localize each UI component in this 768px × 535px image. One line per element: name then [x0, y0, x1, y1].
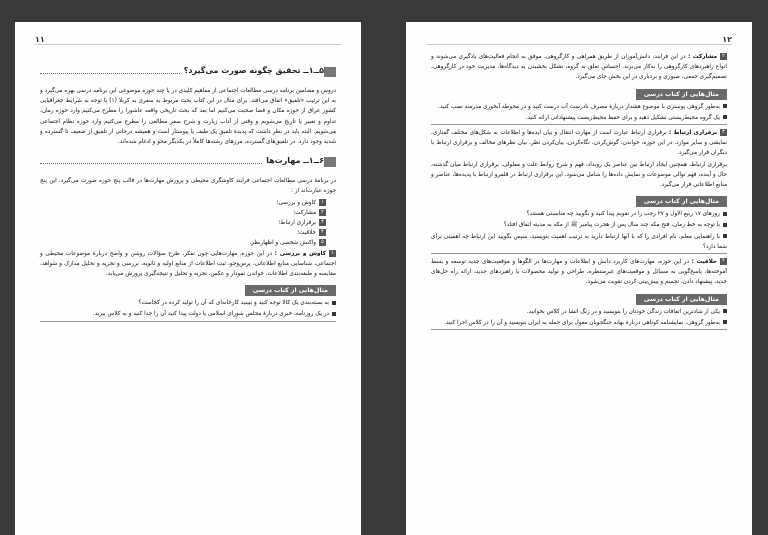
number-badge: ۱ [319, 199, 326, 206]
page-number: ۱۲ [722, 35, 732, 44]
bullet-icon [332, 312, 336, 316]
example-item: یکی از شادترین اتفاقات زندگی خودتان را بنویسید و در زنگ انشا در کلاس بخوانید. [431, 307, 727, 317]
section-title: ۵ــ۱ــ تحقیق چگونه صورت می‌گیرد؟ [180, 64, 324, 78]
left-page-body [40, 57, 336, 527]
number-badge: ۱ [329, 250, 336, 257]
example-item: با توجه به خط زمان، فتح مکه چند سال پس از هجرت پیامبر ﷺ از مکه به مدینه اتفاق افتاد؟ [431, 220, 727, 230]
examples-box [431, 307, 727, 330]
bullet-icon [723, 234, 727, 238]
example-item: به بسته‌بندی یک کالا توجه کنید و ببینید کارخانه‌ای که آن را تولید کرده در کجاست؟ [40, 298, 336, 308]
paragraph: برقراری ارتباط، همچنین ایجاد ارتباط بین عناصر یک رویداد، فهم و شرح روابط علت و معلولی، برقراری ارتباط میان گذشته، حال و آینده، فهم توالی موضوعات و نمایش داده‌ها را شامل می‌شود. این برقراری ارتباط در قلمرو ارتباط با پدیده‌ها، عناصر و منابع اطلاعاتی قرار می‌گیرد. [431, 161, 727, 189]
right-page [406, 22, 752, 535]
example-item: با راهنمایی معلم، نام افرادی را که با آنها ارتباط دارید به ترتیب اهمیت بنویسید، سپس بگویید این ارتباط چه اهمیتی برای شما دارد؟ [431, 233, 727, 250]
examples-heading: مثال‌هایی از کتاب درسی [636, 196, 727, 207]
examples-heading: مثال‌هایی از کتاب درسی [245, 285, 336, 296]
paragraph: در برنامهٔ درسی مطالعات اجتماعی فرایند کاوشگری محیطی و پرورش مهارت‌ها در قالب پنج حوزه صورت می‌گیرد. این پنج حوزه عبارت‌اند از : [40, 178, 336, 195]
number-badge: ۵ [319, 239, 326, 246]
example-item: روزهای ۱۷ ربیع الاول و ۲۷ رجب را در تقویم پیدا کنید و بگویید چه مناسبتی هستند؟ [431, 209, 727, 219]
left-page [15, 22, 361, 535]
bullet-icon [723, 223, 727, 227]
paragraph: دروس و مضامین برنامه درسی مطالعات اجتماعی از مفاهیم کلیدی در یا چند حوزه موضوعی این برنامه درسی بهره می‌گیرد و به این ترتیب «تلفیق» اتفاق می‌افتد. برای مثال در این کتاب بحث مربوط به سفری به کربلا (۱) با توجه به شرایط جغرافیایی کشور عراق از حوزه مکان و فضا صحبت می‌کنیم اما بعد که بحث تاریخی واقعه عاشورا را مطرح می‌کنیم وارد حوزه زمان، تداوم و تغییر یا تاریخ می‌شویم و وقتی از آداب زیارت و شرح سفر مطالعی را مطرح می‌کنیم وارد حوزه نظام اجتماعی می‌شویم. البته باید در نظر داشت که پدیدهٔ تلفیق یک طیف یا پیوستار است و همیشه درجاتی از تلفیق از ضعیف تا گسترده و شدید وجود دارد. در تلفیق‌های گسترده، مرزهای رشته‌ها کاملاً در یکدیگر محو و ادغام شده‌اند. [40, 88, 337, 146]
paragraph: ۲مشارکت : در این فرایند، دانش‌آموزان از طریق همراهی و کارگروهی، موفق به انجام فعالیت‌های یادگیری می‌شوند و انواع راهبردهای کارگروهی را به‌کار می‌برند. احساس تعلق به گروه، تشکل بخشیدن به دیدگاه‌ها، مدیریت خود در کارگروهی، تصمیم‌گیری جمعی، صبوری و بردباری در این بخش جای می‌گیرد. [431, 53, 727, 81]
example-item: در یک روزنامه، خبری دربارهٔ مجلس شورای اسلامی یا دولت پیدا کنید آن را جدا کنید و به کلاس ببرید. [40, 309, 336, 319]
number-badge: ۴ [319, 229, 326, 236]
examples-heading: مثال‌هایی از کتاب درسی [636, 89, 727, 100]
section-heading-research [40, 64, 336, 78]
paragraph: ۱کاوش و بررسی : در این حوزه، مهارت‌هایی چون تفکر، طرح سؤالات روشن و واضح دربارهٔ موضوعات محیطی و اجتماعی، شناسایی منابع اطلاعاتی، پرس‌وجو، ثبت اطلاعات از منابع اولیه و ثانویه، بررسی و تجزیه و تحلیل مدارک و شواهد، مقایسه و طبقه‌بندی اطلاعات، خواندن نمودار و عکس، تجزیه و تحلیل و نتیجه‌گیری پرورش می‌یابد. [40, 249, 336, 278]
examples-heading: مثال‌هایی از کتاب درسی [636, 294, 727, 305]
bullet-icon [332, 301, 336, 305]
bullet-icon [723, 115, 727, 119]
page-header [35, 35, 341, 45]
number-badge: ۳ [319, 219, 326, 226]
number-badge: ۴ [720, 258, 727, 265]
skills-list [40, 198, 336, 249]
example-item: به‌طور گروهی، نمایشنامه کوتاهی دربارهٔ بهانه جنگجویان مغول برای حمله به ایران بنویسید و آن را در کلاس اجرا کنید. [431, 318, 727, 328]
right-page-body [431, 52, 727, 527]
paragraph: ۳برقراری ارتباط : برقراری ارتباط عبارت است از مهارت انتقال و بیان ایده‌ها و اطلاعات به شکل‌های مختلف گفتاری، نمایشی و سایر موارد. در این حوزه، خواندن، گوش‌کردن، نگاه‌کردن، بیان‌کردن نظر، بیان نظرهای مخالف و برقراری ارتباط با دیگران قرار می‌گیرد. [431, 129, 727, 157]
page-header [426, 35, 732, 45]
list-item: ۱کاوش و بررسی؛ [40, 198, 326, 208]
examples-box [40, 298, 336, 321]
section-title: ۶ــ۱ــ مهارت‌ها [262, 154, 324, 168]
examples-box [431, 209, 727, 254]
section-heading-skills [40, 154, 336, 168]
list-item: ۴خلاقیت؛ [40, 228, 326, 238]
number-badge: ۲ [720, 53, 727, 60]
examples-box [431, 102, 727, 125]
bullet-icon [723, 309, 727, 313]
bullet-icon [723, 320, 727, 324]
example-item: یک گروه محیط‌زیستی تشکیل دهید و برای حفظ محیط‌زیست پیشنهاداتی ارائه کنید. [431, 113, 727, 123]
list-item: ۲مشارکت؛ [40, 208, 326, 218]
list-item: ۳برقراری ارتباط؛ [40, 218, 326, 228]
example-item: به‌طور گروهی پوستری با موضوع هشدار دربارهٔ مصرف نادرست آب درست کنید و در محوطه آبخوری مدرسه نصب کنید. [431, 102, 727, 112]
bullet-icon [723, 104, 727, 108]
bullet-icon [723, 212, 727, 216]
list-item: ۵واکنش شخصی و اظهارنظر. [40, 238, 326, 248]
number-badge: ۳ [720, 129, 727, 136]
page-number: ۱۱ [35, 35, 45, 44]
paragraph: ۴خلاقیت : در این حوزه، مهارت‌های کاربرد دانش و اطلاعات و مهارت‌ها در الگوها و موقعیت‌های جدید توسعه و بسط آموخته‌ها، پاسخ‌گویی به مسائل و موقعیت‌های غیرمنتظره، طراحی و تولید محصولات یا راهبردهای جدید، ارائه راه حل‌های جدید، پیشنهاد دادن، تجسم و پیش‌بینی کردن تقویت می‌شود. [431, 258, 727, 286]
number-badge: ۲ [319, 209, 326, 216]
